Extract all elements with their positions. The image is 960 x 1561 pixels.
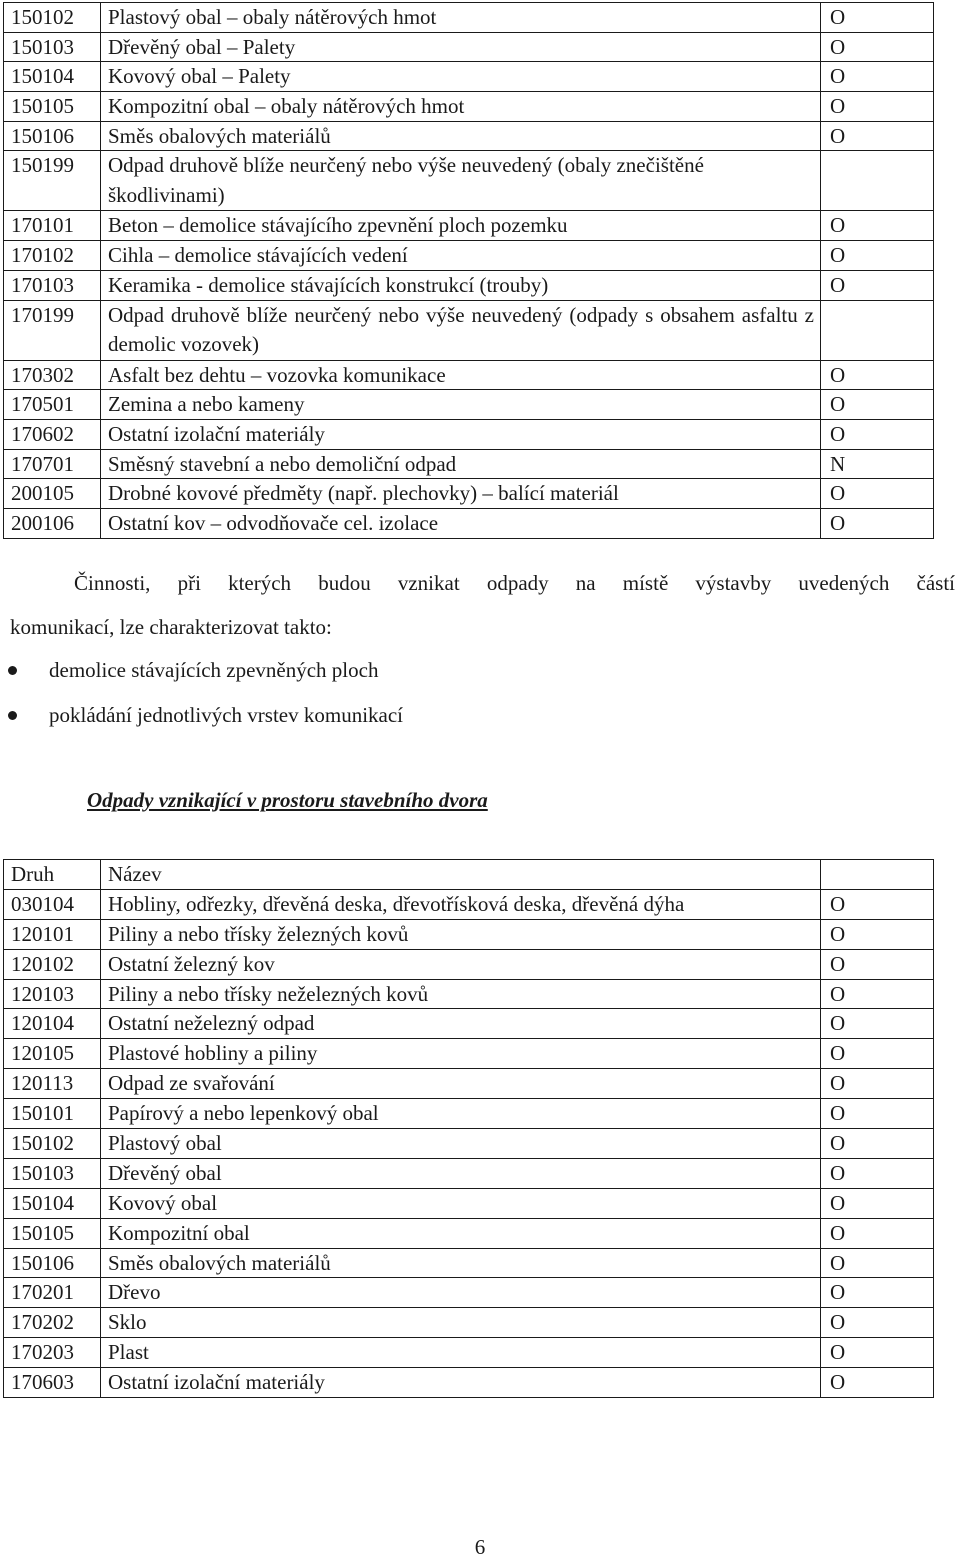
- table-row: [4, 1308, 934, 1338]
- waste-name-cell: Ostatní kov – odvodňovače cel. izolace: [101, 508, 821, 538]
- waste-category-cell: O: [821, 1368, 934, 1398]
- waste-category-cell: O: [821, 211, 934, 241]
- waste-category-cell: O: [821, 32, 934, 62]
- waste-category-cell: O: [821, 360, 934, 390]
- waste-name-cell: Papírový a nebo lepenkový obal: [101, 1099, 821, 1129]
- waste-name-cell: Směsný stavební a nebo demoliční odpad: [101, 449, 821, 479]
- waste-category-cell: O: [821, 919, 934, 949]
- waste-table-site-yard: [3, 859, 934, 1398]
- table-row: [4, 919, 934, 949]
- waste-category-cell: O: [821, 1248, 934, 1278]
- waste-name-cell: Kompozitní obal – obaly nátěrových hmot: [101, 92, 821, 122]
- waste-name-cell: Kompozitní obal: [101, 1218, 821, 1248]
- waste-name-cell: Zemina a nebo kameny: [101, 390, 821, 420]
- waste-code-cell: 150101: [4, 1099, 101, 1129]
- table-row: [4, 390, 934, 420]
- waste-code-cell: 120102: [4, 949, 101, 979]
- waste-code-cell: 150104: [4, 1188, 101, 1218]
- table-row: [4, 360, 934, 390]
- waste-name-cell: Odpad druhově blíže neurčený nebo výše neuvedený (odpady s obsahem asfaltu z demolic vozovek): [101, 300, 821, 360]
- waste-category-cell: O: [821, 390, 934, 420]
- waste-category-cell: O: [821, 92, 934, 122]
- waste-name-cell: Odpad ze svařování: [101, 1069, 821, 1099]
- table-row: [4, 1218, 934, 1248]
- waste-category-cell: O: [821, 1009, 934, 1039]
- table-row: [4, 1039, 934, 1069]
- table-row: [4, 1129, 934, 1159]
- waste-table-body: [4, 860, 934, 1398]
- waste-category-cell: O: [821, 1158, 934, 1188]
- table-row: [4, 151, 934, 211]
- waste-category-cell: N: [821, 449, 934, 479]
- waste-code-cell: 120113: [4, 1069, 101, 1099]
- waste-name-cell: Ostatní izolační materiály: [101, 1368, 821, 1398]
- waste-code-cell: 170102: [4, 241, 101, 271]
- waste-category-cell: O: [821, 419, 934, 449]
- waste-table-construction: [3, 2, 934, 539]
- waste-code-cell: 150106: [4, 121, 101, 151]
- table-row: [4, 32, 934, 62]
- waste-code-cell: 170201: [4, 1278, 101, 1308]
- waste-name-cell: Sklo: [101, 1308, 821, 1338]
- waste-name-cell: Beton – demolice stávajícího zpevnění ploch pozemku: [101, 211, 821, 241]
- waste-name-cell: Dřevo: [101, 1278, 821, 1308]
- paragraph-line-1: Činnosti, při kterých budou vznikat odpady na místě výstavby uvedených částí: [74, 571, 955, 595]
- waste-category-cell: [821, 300, 934, 360]
- activities-paragraph: [10, 561, 955, 649]
- table-row: [4, 3, 934, 33]
- waste-name-cell: Cihla – demolice stávajících vedení: [101, 241, 821, 271]
- table-row: [4, 62, 934, 92]
- waste-code-cell: 170701: [4, 449, 101, 479]
- table-row: [4, 1368, 934, 1398]
- waste-category-cell: O: [821, 121, 934, 151]
- waste-code-cell: 170603: [4, 1368, 101, 1398]
- waste-code-cell: 170302: [4, 360, 101, 390]
- waste-category-cell: O: [821, 889, 934, 919]
- waste-code-cell: Druh: [4, 860, 101, 890]
- waste-code-cell: 170501: [4, 390, 101, 420]
- paragraph-line-2: komunikací, lze charakterizovat takto:: [10, 615, 332, 639]
- waste-name-cell: Piliny a nebo třísky neželezných kovů: [101, 979, 821, 1009]
- waste-code-cell: 120104: [4, 1009, 101, 1039]
- waste-code-cell: 150105: [4, 92, 101, 122]
- waste-category-cell: O: [821, 1218, 934, 1248]
- waste-name-cell: Dřevěný obal – Palety: [101, 32, 821, 62]
- table-row: [4, 300, 934, 360]
- waste-code-cell: 030104: [4, 889, 101, 919]
- waste-name-cell: Směs obalových materiálů: [101, 121, 821, 151]
- table-row: [4, 979, 934, 1009]
- waste-category-cell: O: [821, 1188, 934, 1218]
- list-item: [0, 693, 403, 738]
- waste-category-cell: O: [821, 479, 934, 509]
- waste-code-cell: 150199: [4, 151, 101, 211]
- waste-category-cell: O: [821, 1278, 934, 1308]
- waste-category-cell: O: [821, 508, 934, 538]
- waste-code-cell: 170199: [4, 300, 101, 360]
- bullet-icon: [8, 711, 17, 720]
- section-heading: Odpady vznikající v prostoru stavebního dvora: [87, 788, 488, 812]
- waste-code-cell: 150103: [4, 1158, 101, 1188]
- waste-category-cell: O: [821, 241, 934, 271]
- waste-code-cell: 150103: [4, 32, 101, 62]
- waste-name-cell: Plastový obal: [101, 1129, 821, 1159]
- table-row: [4, 508, 934, 538]
- table-row: [4, 479, 934, 509]
- waste-code-cell: 200106: [4, 508, 101, 538]
- waste-category-cell: O: [821, 270, 934, 300]
- waste-name-cell: Dřevěný obal: [101, 1158, 821, 1188]
- waste-code-cell: 120105: [4, 1039, 101, 1069]
- table-row: [4, 241, 934, 271]
- waste-category-cell: O: [821, 3, 934, 33]
- waste-code-cell: 200105: [4, 479, 101, 509]
- waste-name-cell: Kovový obal: [101, 1188, 821, 1218]
- table-row: [4, 419, 934, 449]
- waste-code-cell: 150104: [4, 62, 101, 92]
- list-item-text: demolice stávajících zpevněných ploch: [49, 658, 379, 682]
- waste-code-cell: 150106: [4, 1248, 101, 1278]
- table-row: [4, 1009, 934, 1039]
- bullet-icon: [8, 666, 17, 675]
- waste-category-cell: O: [821, 1099, 934, 1129]
- waste-name-cell: Odpad druhově blíže neurčený nebo výše neuvedený (obaly znečištěné škodlivinami): [101, 151, 821, 211]
- table-row: [4, 92, 934, 122]
- waste-name-cell: Hobliny, odřezky, dřevěná deska, dřevotřísková deska, dřevěná dýha: [101, 889, 821, 919]
- waste-category-cell: [821, 151, 934, 211]
- waste-code-cell: 170602: [4, 419, 101, 449]
- waste-name-cell: Ostatní neželezný odpad: [101, 1009, 821, 1039]
- waste-name-cell: Ostatní železný kov: [101, 949, 821, 979]
- waste-code-cell: 120103: [4, 979, 101, 1009]
- table-row: [4, 889, 934, 919]
- waste-category-cell: O: [821, 1069, 934, 1099]
- table-row: [4, 449, 934, 479]
- waste-name-cell: Plastové hobliny a piliny: [101, 1039, 821, 1069]
- waste-name-cell: Název: [101, 860, 821, 890]
- waste-code-cell: 170103: [4, 270, 101, 300]
- waste-category-cell: O: [821, 979, 934, 1009]
- waste-name-cell: Drobné kovové předměty (např. plechovky) – balící materiál: [101, 479, 821, 509]
- waste-code-cell: 170101: [4, 211, 101, 241]
- waste-code-cell: 150102: [4, 1129, 101, 1159]
- table-row: [4, 1158, 934, 1188]
- waste-name-cell: Směs obalových materiálů: [101, 1248, 821, 1278]
- table-row: [4, 1188, 934, 1218]
- activities-list: [0, 648, 403, 738]
- waste-code-cell: 170202: [4, 1308, 101, 1338]
- waste-code-cell: 150105: [4, 1218, 101, 1248]
- waste-category-cell: [821, 860, 934, 890]
- waste-code-cell: 120101: [4, 919, 101, 949]
- table-row: [4, 949, 934, 979]
- table-row: [4, 1099, 934, 1129]
- table-row: [4, 1278, 934, 1308]
- table-row: [4, 270, 934, 300]
- waste-code-cell: 150102: [4, 3, 101, 33]
- waste-name-cell: Plastový obal – obaly nátěrových hmot: [101, 3, 821, 33]
- waste-category-cell: O: [821, 1308, 934, 1338]
- table-row: [4, 1069, 934, 1099]
- waste-name-cell: Piliny a nebo třísky železných kovů: [101, 919, 821, 949]
- waste-name-cell: Kovový obal – Palety: [101, 62, 821, 92]
- waste-table-body: [4, 3, 934, 539]
- table-row: [4, 211, 934, 241]
- page-number: 6: [474, 1535, 486, 1559]
- table-row: [4, 1338, 934, 1368]
- waste-category-cell: O: [821, 949, 934, 979]
- table-header-row: [4, 860, 934, 890]
- waste-category-cell: O: [821, 1338, 934, 1368]
- waste-category-cell: O: [821, 1039, 934, 1069]
- waste-category-cell: O: [821, 62, 934, 92]
- waste-code-cell: 170203: [4, 1338, 101, 1368]
- table-row: [4, 121, 934, 151]
- waste-category-cell: O: [821, 1129, 934, 1159]
- waste-name-cell: Asfalt bez dehtu – vozovka komunikace: [101, 360, 821, 390]
- table-row: [4, 1248, 934, 1278]
- list-item-text: pokládání jednotlivých vrstev komunikací: [49, 703, 404, 727]
- waste-name-cell: Ostatní izolační materiály: [101, 419, 821, 449]
- waste-name-cell: Keramika - demolice stávajících konstrukcí (trouby): [101, 270, 821, 300]
- list-item: [0, 648, 403, 693]
- waste-name-cell: Plast: [101, 1338, 821, 1368]
